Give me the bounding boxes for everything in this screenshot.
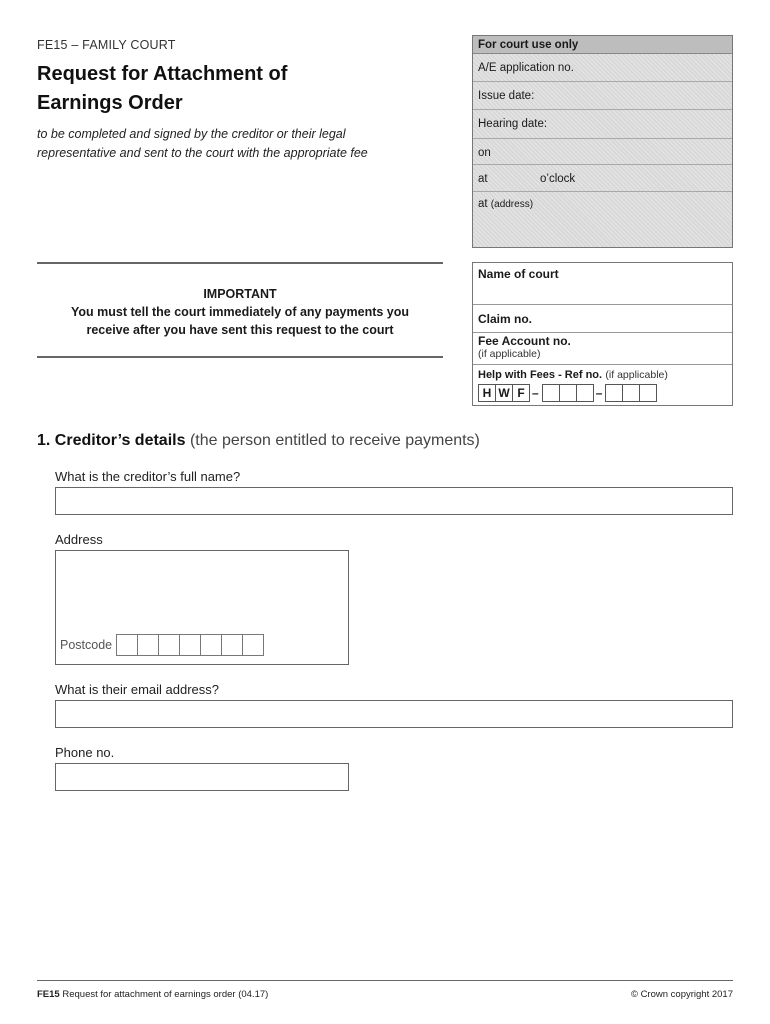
postcode-cell[interactable]: [179, 634, 201, 656]
hwf-digit-cell[interactable]: [559, 384, 577, 402]
name-of-court-field[interactable]: [473, 263, 732, 305]
issue-date-row: [473, 82, 732, 110]
hwf-digit-cell[interactable]: [542, 384, 560, 402]
footer-form-code: FE15: [37, 989, 60, 1000]
hwf-digit-cell[interactable]: [576, 384, 594, 402]
hearing-on-label: on: [478, 147, 491, 159]
postcode-cell[interactable]: [221, 634, 243, 656]
creditor-address-input[interactable]: [55, 550, 349, 665]
instructions-line-1: to be completed and signed by the creditor or their legal: [37, 127, 346, 141]
court-use-heading: For court use only: [473, 36, 732, 54]
important-line-2: receive after you have sent this request to the court: [86, 323, 394, 337]
hwf-letter-f: F: [512, 384, 530, 402]
creditor-phone-input[interactable]: [55, 763, 349, 791]
hearing-address-label: at: [478, 198, 488, 210]
postcode-label: Postcode: [60, 638, 113, 652]
form-instructions: [37, 125, 457, 163]
section-1-note: (the person entitled to receive payments): [189, 432, 480, 449]
important-line-1: You must tell the court immediately of any payments you: [70, 305, 410, 319]
section-1-title: 1. Creditor’s details: [37, 432, 186, 449]
oclock-label: o’clock: [540, 173, 576, 185]
help-with-fees-hint: (if applicable): [605, 369, 668, 381]
postcode-cell[interactable]: [242, 634, 264, 656]
form-code: FE15 – FAMILY COURT: [37, 38, 176, 52]
court-details-box: [472, 262, 733, 406]
address-label: Address: [55, 532, 103, 547]
hwf-reference-input[interactable]: [478, 384, 656, 402]
page-title: [37, 60, 457, 118]
hwf-letter-w: W: [495, 384, 513, 402]
instructions-line-2: representative and sent to the court with the appropriate fee: [37, 146, 368, 160]
hwf-digit-cell[interactable]: [639, 384, 657, 402]
fee-account-label: Fee Account no.: [478, 334, 571, 348]
hearing-at-label: at: [478, 173, 488, 185]
hearing-date-label: Hearing date:: [478, 118, 548, 130]
footer-form-ref: [37, 989, 268, 1000]
hearing-address-hint: (address): [490, 199, 534, 210]
creditor-name-question: What is the creditor’s full name?: [55, 469, 241, 484]
important-heading: IMPORTANT: [203, 287, 277, 301]
email-question: What is their email address?: [55, 682, 220, 697]
fee-account-field[interactable]: [473, 333, 732, 365]
hearing-time-row: [473, 165, 732, 192]
name-of-court-label: Name of court: [478, 267, 559, 281]
title-line-2: Earnings Order: [37, 92, 183, 114]
creditor-full-name-input[interactable]: [55, 487, 733, 515]
important-notice: [37, 285, 443, 339]
creditor-email-input[interactable]: [55, 700, 733, 728]
postcode-cell[interactable]: [137, 634, 159, 656]
issue-date-label: Issue date:: [478, 90, 535, 102]
hwf-digit-cell[interactable]: [622, 384, 640, 402]
footer-rule: [37, 980, 733, 981]
court-use-only-box: [472, 35, 733, 248]
footer-form-description: Request for attachment of earnings order (04.17): [62, 989, 269, 1000]
important-bottom-rule: [37, 356, 443, 358]
phone-label: Phone no.: [55, 745, 115, 760]
title-line-1: Request for Attachment of: [37, 63, 288, 85]
claim-no-field[interactable]: [473, 305, 732, 333]
ae-application-label: A/E application no.: [478, 62, 574, 74]
fee-account-hint: (if applicable): [478, 348, 541, 360]
postcode-group: [60, 634, 263, 656]
help-with-fees-label: Help with Fees - Ref no.: [478, 369, 603, 381]
postcode-cell[interactable]: [158, 634, 180, 656]
section-1-heading: [37, 432, 480, 450]
footer-copyright: © Crown copyright 2017: [630, 989, 733, 1000]
ae-application-no-row: [473, 55, 732, 82]
hearing-on-row: [473, 138, 732, 165]
hwf-letter-h: H: [478, 384, 496, 402]
hwf-digit-cell[interactable]: [605, 384, 623, 402]
hwf-dash-2: –: [595, 386, 603, 400]
hwf-dash-1: –: [532, 386, 539, 400]
important-top-rule: [37, 262, 443, 264]
claim-no-label: Claim no.: [478, 312, 533, 326]
help-with-fees-row: [473, 365, 732, 406]
postcode-cell[interactable]: [116, 634, 138, 656]
postcode-cell[interactable]: [200, 634, 222, 656]
hearing-address-row: [473, 192, 732, 248]
